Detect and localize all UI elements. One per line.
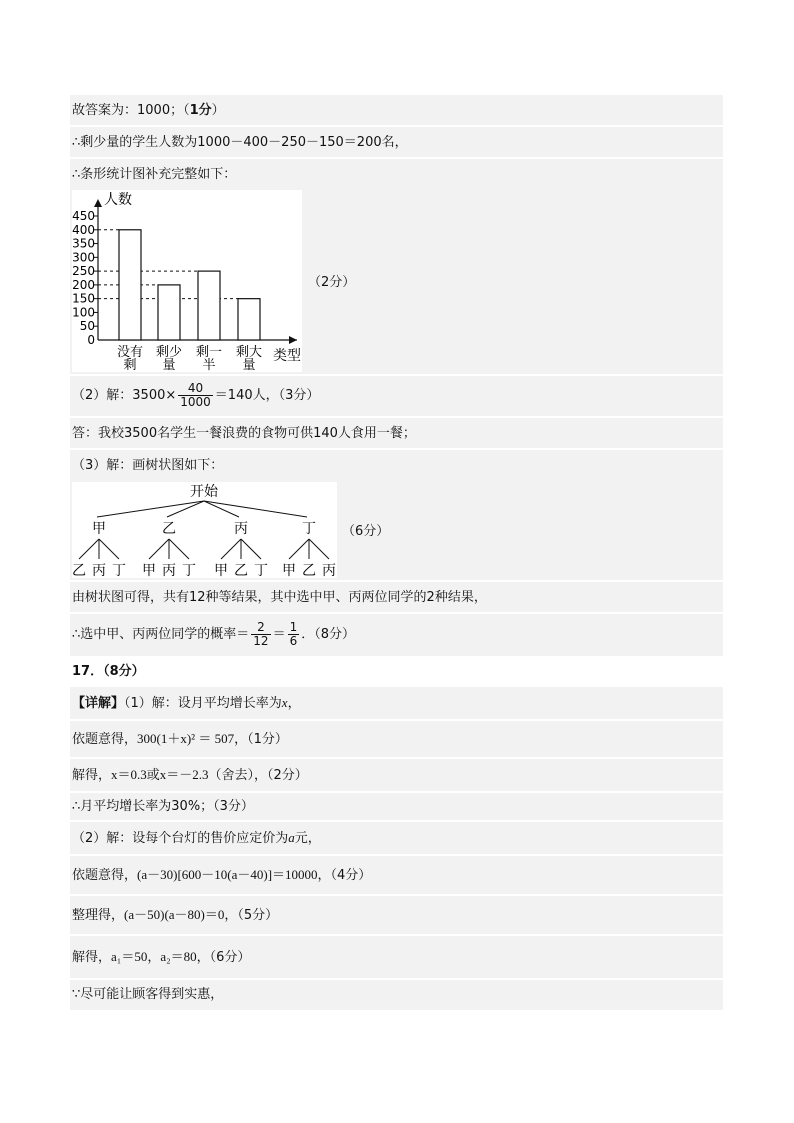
tree-level2-node: 丁 xyxy=(182,563,196,578)
detail-line xyxy=(72,695,301,712)
y-tick-label: 250 xyxy=(72,264,95,279)
food-calc-line xyxy=(72,381,319,411)
tree-score: （6分） xyxy=(342,524,390,539)
price-setup-end: 元， xyxy=(294,831,321,846)
tree-level2-node: 甲 xyxy=(214,563,228,578)
tree-branch xyxy=(169,539,189,559)
calc-suffix: ＝140人，（3分） xyxy=(214,388,320,403)
fraction xyxy=(251,621,270,648)
simplified-line xyxy=(72,907,278,924)
fraction-numerator: 40 xyxy=(178,382,213,396)
tree-level2-node: 丙 xyxy=(162,563,176,578)
tree-level1-node: 甲 xyxy=(92,521,106,537)
bar xyxy=(119,230,141,340)
tree-level2-node: 乙 xyxy=(302,563,316,578)
y-axis-label: 人数 xyxy=(104,192,132,208)
bar xyxy=(198,271,220,340)
bar xyxy=(238,299,260,340)
category-label: 剩 xyxy=(123,358,137,372)
y-tick-label: 300 xyxy=(72,250,95,265)
probability-suffix: ．（8分） xyxy=(301,627,355,642)
tree-level2-node: 丙 xyxy=(92,563,106,578)
tree-diagram xyxy=(72,482,337,578)
y-tick-label: 50 xyxy=(79,319,95,334)
calc-prefix: （2）解：3500× xyxy=(72,388,177,403)
category-label: 量 xyxy=(242,358,256,372)
answer-text-end: ） xyxy=(211,103,225,118)
equation-suffix: ，（4分） xyxy=(317,868,372,883)
tree-branch xyxy=(97,501,204,517)
tree-level2-node: 甲 xyxy=(142,563,156,578)
tree-branch xyxy=(241,539,261,559)
tree-level1-node: 丁 xyxy=(302,521,316,537)
category-label: 半 xyxy=(202,358,216,372)
detail-end: ， xyxy=(287,696,301,711)
solution-line xyxy=(72,767,308,784)
bar-chart-panel xyxy=(72,190,302,372)
answer-text: 故答案为：1000；（ xyxy=(72,103,190,118)
category-label: 剩少 xyxy=(155,345,183,360)
variable-x: x xyxy=(281,695,288,710)
y-axis-arrow xyxy=(94,199,102,207)
y-tick-label: 350 xyxy=(72,236,95,251)
tree-level2-node: 乙 xyxy=(72,563,86,578)
category-label: 量 xyxy=(162,358,176,372)
tree-branch xyxy=(309,539,329,559)
tree-branch xyxy=(221,539,241,559)
tree-branch xyxy=(149,539,169,559)
category-label: 没有 xyxy=(116,345,144,360)
solution-prefix: 解得， xyxy=(72,768,112,783)
score: 1分 xyxy=(189,103,212,118)
x-axis-arrow xyxy=(289,336,297,344)
equation-suffix: ，（1分） xyxy=(234,732,288,747)
y-tick-label: 450 xyxy=(72,209,95,223)
fraction xyxy=(178,382,213,409)
equation: (a－30)[600－10(a－40)]＝10000 xyxy=(137,867,318,882)
y-tick-label: 0 xyxy=(87,333,95,347)
food-answer-line: 答：我校3500名学生一餐浪费的食物可供140人食用一餐； xyxy=(72,426,416,441)
category-label: 剩大 xyxy=(235,345,263,360)
tree-branch xyxy=(79,539,99,559)
tree-level2-node: 甲 xyxy=(282,563,296,578)
roots-prefix: 解得， xyxy=(72,950,112,965)
x-axis-label: 类型 xyxy=(273,348,301,364)
detail-label: 【详解】 xyxy=(72,696,125,711)
roots-suffix: ，（6分） xyxy=(196,950,251,965)
roots-expression: a₁＝50，a₂＝80 xyxy=(111,949,197,964)
roots-line xyxy=(72,949,250,966)
solution-suffix: （舍去），（2分） xyxy=(208,768,308,783)
tree-level2-node: 丁 xyxy=(254,563,268,578)
tree-intro-line: （3）解：画树状图如下： xyxy=(72,458,224,473)
y-tick-label: 400 xyxy=(72,222,95,237)
fraction-numerator: 2 xyxy=(251,621,270,635)
tree-branch xyxy=(289,539,309,559)
equation-prefix: 依题意得， xyxy=(72,732,138,747)
question-17-heading: 17．（8分） xyxy=(72,664,145,679)
simplified-expression: (a－50)(a－80)＝0 xyxy=(124,907,225,922)
simplified-prefix: 整理得， xyxy=(72,908,125,923)
tree-root: 开始 xyxy=(190,484,218,500)
equation-prefix: 依题意得， xyxy=(72,868,138,883)
tree-result-line: 由树状图可得，共有12种等结果，其中选中甲、丙两位同学的2种结果， xyxy=(72,590,487,605)
detail-text: （1）解：设月平均增长率为 xyxy=(124,696,282,711)
customer-benefit-line: ∵尽可能让顾客得到实惠， xyxy=(72,987,224,1002)
tree-level2-node: 丙 xyxy=(322,563,336,578)
fraction-denominator: 12 xyxy=(253,634,269,648)
y-tick-label: 200 xyxy=(72,277,95,292)
chart-score: （2分） xyxy=(308,275,356,290)
tree-branch xyxy=(204,501,307,517)
tree-branch xyxy=(99,539,119,559)
remaining-count-line: ∴剩少量的学生人数为1000－400－250－150＝200名， xyxy=(72,135,408,150)
equation-line xyxy=(72,731,288,748)
y-tick-label: 100 xyxy=(72,305,95,320)
solution-expression: x＝0.3或x＝－2.3 xyxy=(111,767,209,782)
probability-prefix: ∴选中甲、丙两位同学的概率＝ xyxy=(72,627,250,642)
tree-level2-node: 乙 xyxy=(234,563,248,578)
fraction xyxy=(288,621,300,648)
variable-a: a xyxy=(288,830,295,845)
category-label: 剩一 xyxy=(195,345,223,360)
fraction-denominator: 6 xyxy=(289,634,298,648)
equation: 300(1＋x)² ＝ 507 xyxy=(137,731,235,746)
bar-chart xyxy=(72,190,302,372)
answer-line xyxy=(72,103,225,119)
simplified-suffix: ，（5分） xyxy=(224,908,279,923)
tree-level1-node: 乙 xyxy=(162,521,176,537)
y-tick-label: 150 xyxy=(72,291,95,306)
price-equation-line xyxy=(72,867,371,884)
equals-sign: ＝ xyxy=(272,627,286,642)
tree-level1-node: 丙 xyxy=(234,521,248,537)
chart-intro-line: ∴条形统计图补充完整如下： xyxy=(72,167,237,182)
probability-line xyxy=(72,620,355,650)
price-setup-line xyxy=(72,830,321,847)
tree-diagram-panel xyxy=(72,482,337,578)
price-setup-text: （2）解：设每个台灯的售价应定价为 xyxy=(72,831,289,846)
fraction-denominator: 1000 xyxy=(180,395,211,409)
growth-rate-line: ∴月平均增长率为30%；（3分） xyxy=(72,799,254,814)
bar xyxy=(158,285,180,340)
tree-level2-node: 丁 xyxy=(112,563,126,578)
fraction-numerator: 1 xyxy=(289,620,298,634)
